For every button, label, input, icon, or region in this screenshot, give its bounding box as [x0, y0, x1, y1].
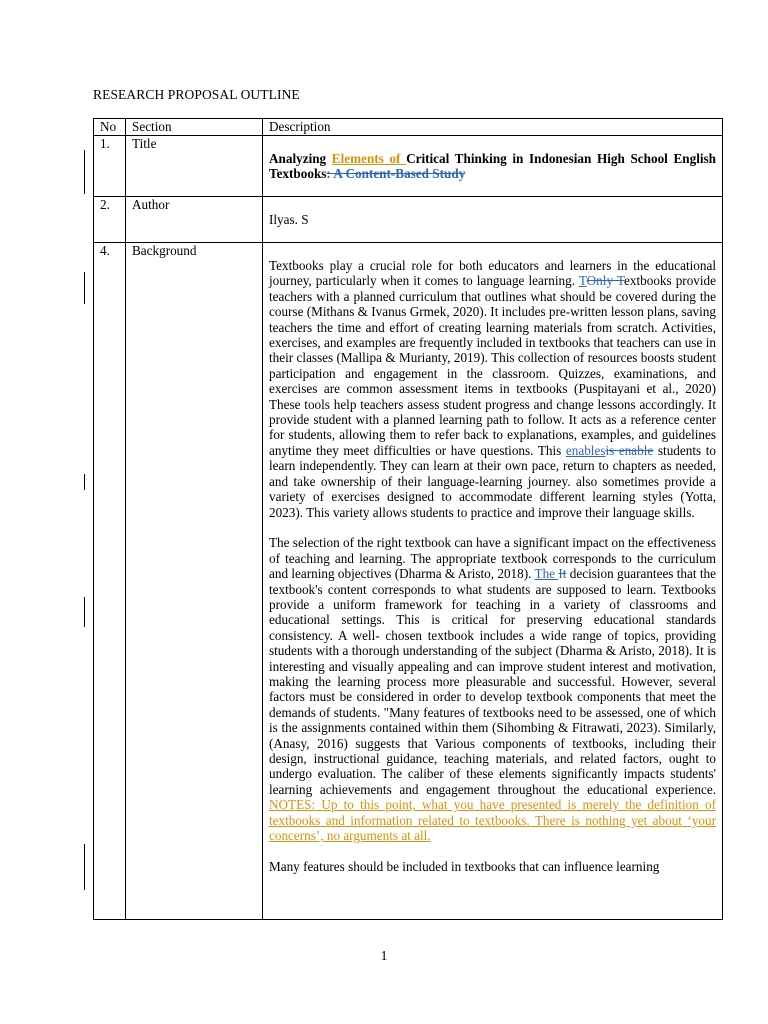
table-row-background — [94, 243, 723, 920]
header-description: Description — [263, 119, 723, 136]
change-bar — [84, 474, 85, 490]
change-bar — [84, 844, 85, 890]
inserted-text: T — [578, 273, 587, 289]
row-description — [263, 197, 723, 243]
inserted-text: The — [534, 566, 559, 582]
row-number: 4. — [94, 243, 126, 920]
row-description — [263, 136, 723, 197]
deleted-text: It — [558, 566, 567, 582]
document-title: RESEARCH PROPOSAL OUTLINE — [93, 87, 300, 102]
table-row-author — [94, 197, 723, 243]
row-section: Title — [126, 136, 263, 197]
outline-table — [93, 118, 723, 920]
author-name: Ilyas. S — [269, 212, 309, 227]
inserted-text: Elements of — [331, 151, 407, 166]
inserted-text: enables — [565, 442, 606, 458]
row-number: 2. — [94, 197, 126, 243]
header-section: Section — [126, 119, 263, 136]
table-row-title — [94, 136, 723, 197]
reviewer-note: NOTES: Up to this point, what you have presented is merely the definition of textbooks and information related to textbooks. There is nothing yet about ‘your concerns’, no arguments at all. — [269, 797, 716, 844]
background-paragraph: The selection of the right textbook can have a significant impact on the effectiveness of teaching and learning. The appropriate textbook corresponds to the curriculum and learning objectives (Dharma & Aristo, 2018). The It decision guarantees that the textbook's content corresponds to what students are supposed to learn. Textbooks provide a uniform framework for teaching in a variety of classrooms and educational settings. This is critical for preserving educational standards consistency. A well- chosen textbook includes a wide range of topics, providing students with a thorough understanding of the subject (Dharma & Aristo, 2018). It is interesting and visually appealing and can improve student interest and motivation, making the learning process more pleasurable and successful. However, several factors must be considered in order to develop textbook components that meet the demands of students. "Many features of textbooks need to be assessed, one of which is the assignments contained within them (Sihombing & Fitrawati, 2023). Similarly, (Anasy, 2016) suggests that Various components of textbooks, including their design, instructional guidance, teaching materials, and related factors, ought to undergo evaluation. The caliber of these elements significantly impacts students' learning achievements and engagement throughout the educational experience. NOTES: Up to this point, what you have presented is merely the definition of textbooks and information related to textbooks. There is nothing yet about ‘your concerns’, no arguments at all. — [269, 535, 716, 844]
change-bar — [84, 150, 85, 194]
background-paragraph: Textbooks play a crucial role for both educators and learners in the educational journey, particularly when it comes to language learning. TOnly Textbooks provide teachers with a planned curriculum that outlines what should be covered during the course (Mithans & Ivanus Grmek, 2020). It includes pre-written lesson plans, saving teachers the time and effort of creating learning materials from scratch. Activities, exercises, and examples are frequently included in textbooks that teachers can use in their classes (Mallipa & Murianty, 2019). This collection of resources boosts student participation and engagement in the classroom. Quizzes, examinations, and exercises are common assessment items in textbooks (Puspitayani et al., 2020) These tools help teachers assess student progress and change lessons accordingly. It provide student with a planned learning path to follow. It acts as a reference center for students, allowing them to refer back to explanations, examples, and guidelines anytime they meet difficulties or have questions. This enablesis enable students to learn independently. They can learn at their own pace, return to chapters as needed, and take ownership of their language-learning journey. also sometimes provide a variety of exercises designed to accommodate different learning styles (Yotta, 2023). This variety allows students to practice and improve their language skills. — [269, 258, 717, 520]
row-description — [263, 243, 723, 920]
row-section: Background — [126, 243, 263, 920]
deleted-text: Only T — [586, 273, 625, 289]
row-number: 1. — [94, 136, 126, 197]
deleted-text: is enable — [605, 442, 654, 458]
change-bar — [84, 272, 85, 304]
header-no: No — [94, 119, 126, 136]
research-title: Analyzing Elements of Critical Thinking in Indonesian High School English Textbooks: A Content-Based Study — [269, 151, 716, 182]
change-bar — [84, 597, 85, 627]
page-number: 1 — [380, 948, 388, 963]
row-section: Author — [126, 197, 263, 243]
deleted-text: : A Content-Based Study — [326, 166, 466, 182]
background-paragraph: Many features should be included in textbooks that can influence learning — [269, 858, 660, 874]
table-header-row — [94, 119, 723, 136]
